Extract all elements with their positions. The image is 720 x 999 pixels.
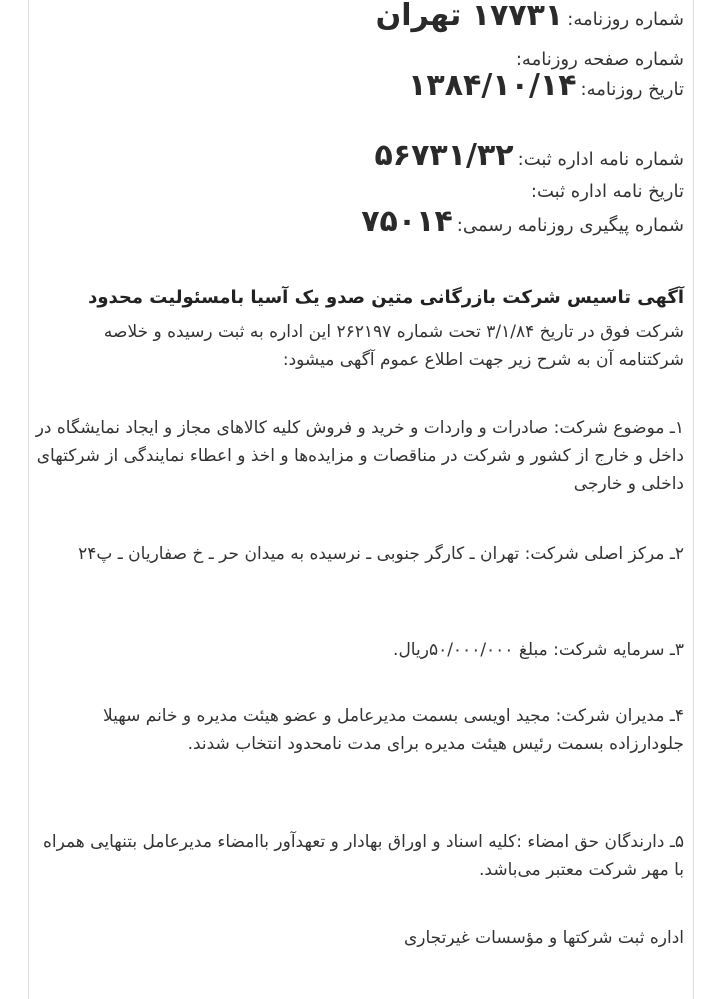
registry-letter-date-row	[34, 178, 684, 206]
notice-signature: اداره ثبت شرکتها و مؤسسات غیرتجاری	[403, 928, 684, 948]
registry-letter-date-label: تاریخ نامه اداره ثبت:	[530, 181, 684, 202]
tracking-number-label: شماره پیگیری روزنامه رسمی:	[456, 215, 684, 236]
gazette-notice	[34, 0, 684, 999]
page-number-label: شماره صفحه روزنامه:	[515, 49, 684, 70]
notice-item-subject: ۱ـ موضوع شرکت: صادرات و واردات و خرید و فروش کلیه کالاهای مجاز و ایجاد نمایشگاه در داخل و خارج از کشور و شرکت در مناقصات و مزایده‌ها و اخذ و اعطاء نمایندگی از شرکتهای داخلی و خارجی	[35, 418, 684, 494]
notice-intro: شرکت فوق در تاریخ ۳/۱/۸۴ تحت شماره ۲۶۲۱۹۷ این اداره به ثبت رسیده و خلاصه شرکتنامه آن به شرح زیر جهت اطلاع عموم آگهی میشود:	[103, 322, 684, 370]
newspaper-number-value: ۱۷۷۳۱ تهران	[375, 0, 564, 33]
notice-item-directors: ۴ـ مدیران شرکت: مجید اویسی بسمت مدیرعامل و عضو هیئت مدیره و خانم سهیلا جلودارزاده بسمت رئیس هیئت مدیره برای مدت نامحدود انتخاب شدند.	[103, 706, 684, 754]
newspaper-date-label: تاریخ روزنامه:	[580, 79, 684, 100]
notice-item-capital: ۳ـ سرمایه شرکت: مبلغ ۵۰/۰۰۰/۰۰۰ریال.	[393, 640, 684, 660]
page-number-row	[34, 46, 684, 74]
newspaper-number-label: شماره روزنامه:	[567, 9, 684, 30]
tracking-number-value: ۷۵۰۱۴	[361, 204, 453, 239]
notice-item-signatories: ۵ـ دارندگان حق امضاء :کلیه اسناد و اوراق بهادار و تعهدآور باامضاء مدیرعامل بتنهایی همراه با مهر شرکت معتبر می‌باشد.	[42, 832, 684, 880]
page-border-left	[28, 0, 29, 999]
notice-title: آگهی تاسیس شرکت بازرگانی متین صدو یک آسیا بامسئولیت محدود	[88, 287, 684, 308]
notice-item-headquarters: ۲ـ مرکز اصلی شرکت: تهران ـ کارگر جنوبی ـ نرسیده به میدان حر ـ خ صفاریان ـ پ۲۴	[78, 544, 684, 564]
newspaper-date-row	[34, 68, 684, 104]
tracking-number-row	[34, 204, 684, 240]
page-border-right	[693, 0, 694, 999]
newspaper-date-value: ۱۳۸۴/۱۰/۱۴	[408, 68, 577, 103]
registry-letter-number-row	[34, 138, 684, 174]
registry-letter-number-value: ۵۶۷۳۱/۳۲	[374, 138, 514, 173]
registry-letter-number-label: شماره نامه اداره ثبت:	[517, 149, 684, 170]
newspaper-number-row	[34, 2, 684, 34]
